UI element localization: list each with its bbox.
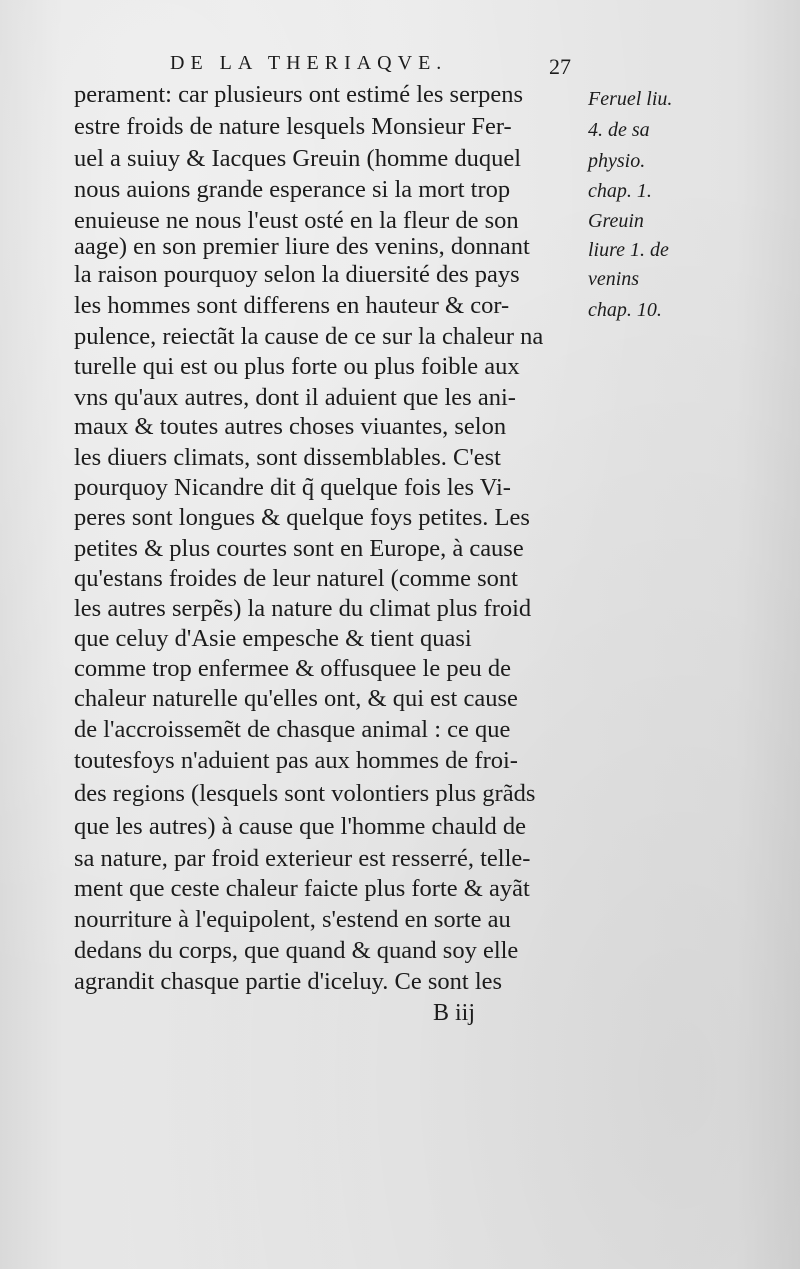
- body-line: que les autres) à cause que l'homme chauld de: [74, 813, 527, 840]
- margin-note: Greuin: [588, 210, 644, 232]
- body-line: nous auions grande esperance si la mort trop: [74, 176, 511, 203]
- body-line: enuieuse ne nous l'eust osté en la fleur de son: [74, 207, 519, 234]
- body-line: dedans du corps, que quand & quand soy elle: [74, 937, 519, 964]
- running-head: DE LA THERIAQVE.: [170, 52, 448, 74]
- body-line: la raison pourquoy selon la diuersité des pays: [74, 261, 520, 288]
- body-line: qu'estans froides de leur naturel (comme sont: [74, 565, 518, 592]
- body-line: aage) en son premier liure des venins, donnant: [74, 233, 530, 260]
- body-line: estre froids de nature lesquels Monsieur Fer-: [74, 113, 512, 140]
- body-line: petites & plus courtes sont en Europe, à cause: [74, 535, 524, 562]
- body-line: agrandit chasque partie d'iceluy. Ce sont les: [74, 968, 503, 995]
- body-line: chaleur naturelle qu'elles ont, & qui est cause: [74, 685, 518, 712]
- body-line: sa nature, par froid exterieur est resserré, telle-: [74, 845, 531, 872]
- body-line: turelle qui est ou plus forte ou plus foible aux: [74, 353, 520, 380]
- body-line: maux & toutes autres choses viuantes, selon: [74, 413, 507, 440]
- margin-note: 4. de sa: [588, 119, 650, 141]
- margin-note: venins: [588, 268, 640, 290]
- body-line: les diuers climats, sont dissemblables. C'est: [74, 444, 501, 471]
- margin-note: Feruel liu.: [588, 88, 673, 110]
- body-line: toutesfoys n'aduient pas aux hommes de froi-: [74, 747, 518, 774]
- body-line: ment que ceste chaleur faicte plus forte & ayãt: [74, 875, 530, 902]
- body-line: uel a suiuy & Iacques Greuin (homme duquel: [74, 145, 522, 172]
- body-line: nourriture à l'equipolent, s'estend en sorte au: [74, 906, 511, 933]
- signature-mark: B iij: [433, 1000, 476, 1026]
- body-line: de l'accroissemẽt de chasque animal : ce que: [74, 716, 511, 743]
- body-line: comme trop enfermee & offusquee le peu de: [74, 655, 511, 682]
- body-line: peres sont longues & quelque foys petites. Les: [74, 504, 530, 531]
- body-line: des regions (lesquels sont volontiers plus grãds: [74, 780, 536, 807]
- margin-note: physio.: [588, 150, 646, 172]
- body-line: perament: car plusieurs ont estimé les serpens: [74, 81, 524, 108]
- body-line: vns qu'aux autres, dont il aduient que les ani-: [74, 384, 516, 411]
- page-number: 27: [549, 54, 571, 79]
- body-line: les autres serpẽs) la nature du climat plus froid: [74, 595, 532, 622]
- margin-note: liure 1. de: [588, 239, 669, 261]
- body-line: pourquoy Nicandre dit q̃ quelque fois les Vi-: [74, 474, 511, 501]
- margin-note: chap. 1.: [588, 180, 652, 202]
- body-line: que celuy d'Asie empesche & tient quasi: [74, 625, 472, 652]
- margin-note: chap. 10.: [588, 299, 662, 321]
- body-line: les hommes sont differens en hauteur & cor-: [74, 292, 510, 319]
- body-line: pulence, reiectãt la cause de ce sur la chaleur na: [74, 323, 544, 350]
